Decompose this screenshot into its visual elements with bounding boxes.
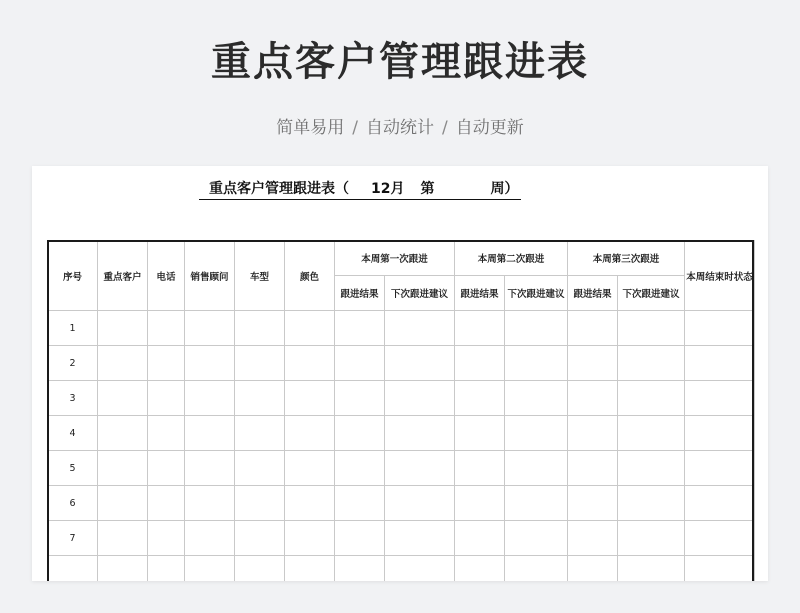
header-color: 颜色	[285, 241, 335, 311]
table-cell[interactable]	[185, 346, 235, 381]
table-cell[interactable]	[685, 346, 755, 381]
spreadsheet-preview	[32, 166, 768, 581]
table-cell[interactable]	[285, 451, 335, 486]
table-cell[interactable]	[505, 416, 568, 451]
table-cell[interactable]	[455, 346, 505, 381]
tag-easy: 简单易用	[276, 118, 345, 138]
table-cell[interactable]	[285, 486, 335, 521]
table-cell[interactable]	[285, 521, 335, 556]
table-cell[interactable]	[455, 381, 505, 416]
table-cell[interactable]	[335, 311, 385, 346]
table-cell[interactable]	[98, 521, 148, 556]
table-cell[interactable]	[618, 486, 685, 521]
table-cell[interactable]	[185, 451, 235, 486]
table-cell[interactable]	[385, 346, 455, 381]
table-cell[interactable]	[335, 451, 385, 486]
header-sales: 销售顾问	[185, 241, 235, 311]
table-cell[interactable]	[235, 311, 285, 346]
table-cell[interactable]	[505, 486, 568, 521]
tag-auto-update: 自动更新	[455, 118, 524, 138]
table-cell[interactable]	[685, 556, 755, 582]
table-cell[interactable]	[98, 311, 148, 346]
table-cell[interactable]	[235, 521, 285, 556]
table-cell[interactable]	[335, 381, 385, 416]
table-cell[interactable]	[455, 486, 505, 521]
table-cell[interactable]	[568, 416, 618, 451]
table-cell[interactable]	[98, 556, 148, 582]
table-cell[interactable]	[385, 451, 455, 486]
table-cell[interactable]	[568, 381, 618, 416]
header-next-3: 下次跟进建议	[618, 276, 685, 311]
table-cell[interactable]	[235, 416, 285, 451]
header-result-2: 跟进结果	[455, 276, 505, 311]
table-cell[interactable]	[455, 311, 505, 346]
table-cell[interactable]	[618, 311, 685, 346]
table-cell[interactable]	[285, 381, 335, 416]
table-row	[48, 346, 755, 381]
header-row-top	[48, 241, 755, 276]
table-cell[interactable]	[505, 521, 568, 556]
header-result-1: 跟进结果	[335, 276, 385, 311]
table-cell[interactable]	[235, 346, 285, 381]
table-row	[48, 416, 755, 451]
table-cell[interactable]	[148, 451, 185, 486]
table-cell[interactable]	[685, 451, 755, 486]
row-number-cell[interactable]: 3	[48, 381, 98, 416]
table-cell[interactable]	[568, 311, 618, 346]
table-cell[interactable]	[148, 346, 185, 381]
table-cell[interactable]	[505, 311, 568, 346]
table-cell[interactable]	[568, 346, 618, 381]
row-number-cell[interactable]: 5	[48, 451, 98, 486]
sheet-title-week-suffix: 周）	[490, 181, 519, 197]
separator: /	[442, 118, 448, 138]
table-cell[interactable]	[455, 556, 505, 582]
table-cell[interactable]	[385, 486, 455, 521]
table-cell[interactable]	[148, 416, 185, 451]
table-cell[interactable]	[685, 521, 755, 556]
header-followup-2: 本周第二次跟进	[455, 241, 568, 276]
table-cell[interactable]	[185, 311, 235, 346]
table-cell[interactable]	[685, 381, 755, 416]
table-cell[interactable]	[185, 556, 235, 582]
header-followup-1: 本周第一次跟进	[335, 241, 455, 276]
header-customer: 重点客户	[98, 241, 148, 311]
table-cell[interactable]	[335, 416, 385, 451]
table-cell[interactable]	[505, 451, 568, 486]
table-cell[interactable]	[618, 451, 685, 486]
table-cell[interactable]	[385, 416, 455, 451]
table-row	[48, 486, 755, 521]
separator: /	[352, 118, 358, 138]
followup-table	[47, 240, 755, 581]
header-next-1: 下次跟进建议	[385, 276, 455, 311]
sheet-title-month: 12月	[371, 181, 405, 197]
table-cell[interactable]	[568, 451, 618, 486]
table-cell[interactable]	[98, 451, 148, 486]
table-cell[interactable]	[98, 416, 148, 451]
table-row	[48, 311, 755, 346]
table-cell[interactable]	[568, 556, 618, 582]
table-cell[interactable]	[385, 311, 455, 346]
table-cell[interactable]	[235, 381, 285, 416]
sheet-title-week-prefix: 第	[420, 181, 435, 197]
tag-auto-stats: 自动统计	[366, 118, 434, 138]
sheet-title-prefix: 重点客户管理跟进表（	[209, 181, 349, 197]
table-cell[interactable]	[98, 381, 148, 416]
header-followup-3: 本周第三次跟进	[568, 241, 685, 276]
table-cell[interactable]	[148, 556, 185, 582]
table-cell[interactable]	[505, 381, 568, 416]
header-result-3: 跟进结果	[568, 276, 618, 311]
table-cell[interactable]	[335, 486, 385, 521]
table-cell[interactable]	[385, 381, 455, 416]
table-row	[48, 556, 755, 582]
table-cell[interactable]	[335, 556, 385, 582]
header-seq: 序号	[48, 241, 98, 311]
table-row	[48, 521, 755, 556]
table-cell[interactable]	[148, 311, 185, 346]
row-number-cell[interactable]	[48, 556, 98, 582]
table-cell[interactable]	[335, 346, 385, 381]
table-cell[interactable]	[285, 311, 335, 346]
table-cell[interactable]	[685, 486, 755, 521]
table-cell[interactable]	[235, 556, 285, 582]
table-cell[interactable]	[685, 311, 755, 346]
table-cell[interactable]	[235, 451, 285, 486]
table-cell[interactable]	[148, 381, 185, 416]
table-cell[interactable]	[618, 416, 685, 451]
header-phone: 电话	[148, 241, 185, 311]
table-cell[interactable]	[285, 556, 335, 582]
table-cell[interactable]	[185, 381, 235, 416]
title-underline	[199, 199, 521, 200]
table-cell[interactable]	[618, 381, 685, 416]
table-cell[interactable]	[335, 521, 385, 556]
table-cell[interactable]	[618, 521, 685, 556]
table-cell[interactable]	[185, 416, 235, 451]
table-cell[interactable]	[455, 416, 505, 451]
table-cell[interactable]	[185, 486, 235, 521]
table-cell[interactable]	[455, 451, 505, 486]
table-cell[interactable]	[618, 556, 685, 582]
sheet-title	[209, 178, 518, 198]
table-row	[48, 381, 755, 416]
table-cell[interactable]	[235, 486, 285, 521]
table-cell[interactable]	[148, 521, 185, 556]
header-status: 本周结束时状态	[685, 241, 755, 311]
table-cell[interactable]	[568, 521, 618, 556]
table-cell[interactable]	[385, 521, 455, 556]
table-cell[interactable]	[98, 486, 148, 521]
table-cell[interactable]	[568, 486, 618, 521]
header-model: 车型	[235, 241, 285, 311]
row-number-cell[interactable]: 6	[48, 486, 98, 521]
row-number-cell[interactable]: 2	[48, 346, 98, 381]
table-cell[interactable]	[285, 346, 335, 381]
table-cell[interactable]	[185, 521, 235, 556]
row-number-cell[interactable]: 1	[48, 311, 98, 346]
feature-tagline	[0, 113, 800, 138]
table-cell[interactable]	[618, 346, 685, 381]
table-cell[interactable]	[685, 416, 755, 451]
header-next-2: 下次跟进建议	[505, 276, 568, 311]
row-number-cell[interactable]: 7	[48, 521, 98, 556]
row-number-cell[interactable]: 4	[48, 416, 98, 451]
table-cell[interactable]	[455, 521, 505, 556]
table-cell[interactable]	[285, 416, 335, 451]
table-row	[48, 451, 755, 486]
table-cell[interactable]	[148, 486, 185, 521]
table-cell[interactable]	[505, 346, 568, 381]
page-title: 重点客户管理跟进表	[211, 39, 589, 85]
table-cell[interactable]	[98, 346, 148, 381]
table-cell[interactable]	[505, 556, 568, 582]
table-cell[interactable]	[385, 556, 455, 582]
